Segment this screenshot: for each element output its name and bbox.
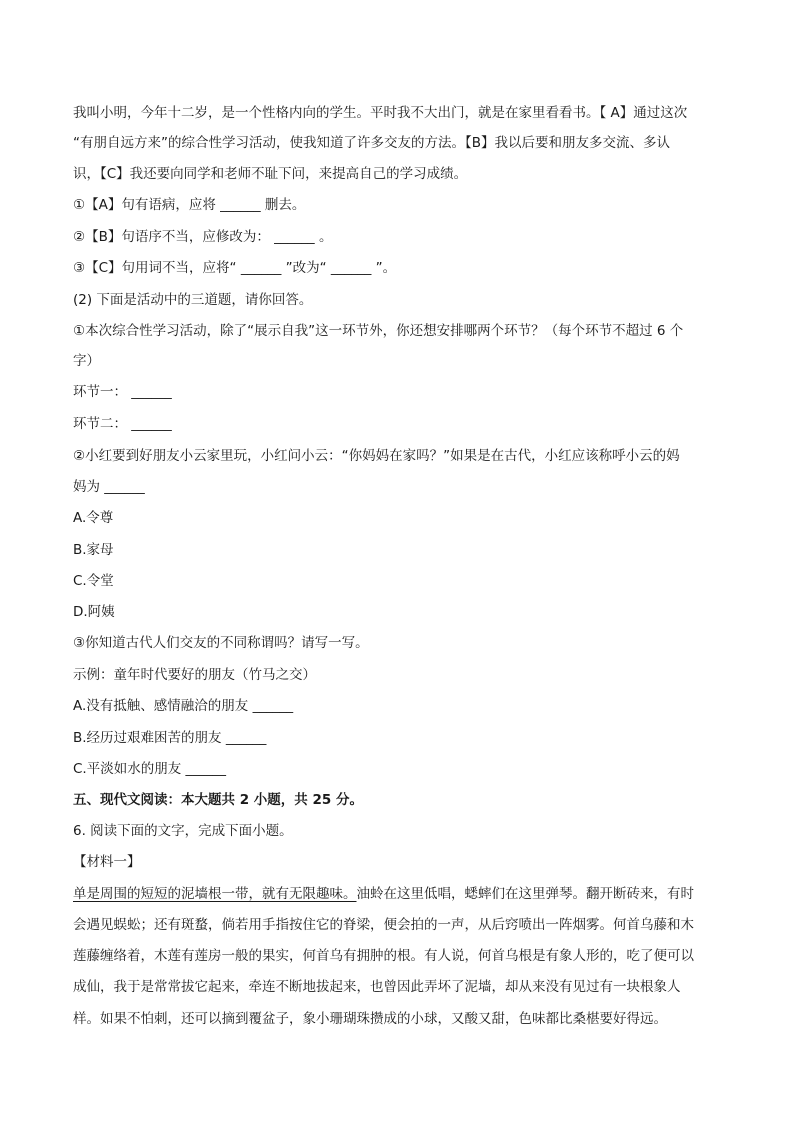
section-5-heading: 五、现代文阅读：本大题共 2 小题，共 25 分。 bbox=[73, 792, 363, 808]
option-c: C.令堂 bbox=[73, 573, 114, 589]
material-1-line-2: 会遇见蜈蚣；还有斑蝥，倘若用手指按住它的脊梁，便会拍的一声，从后窍喷出一阵烟雾。何首乌藤和木 bbox=[73, 917, 694, 933]
question-2-sub1-line1: ①本次综合性学习活动，除了“展示自我”这一环节外，你还想安排哪两个环节？（每个环节不超过 6 个 bbox=[73, 323, 684, 339]
material-1-line-4: 成仙，我于是常常拔它起来，牵连不断地拔起来，也曾因此弄坏了泥墙，却从来没有见过有一块根象人 bbox=[73, 979, 681, 995]
question-1-a: ①【A】句有语病，应将 ______ 删去。 bbox=[73, 197, 306, 213]
link-2-answer: 环节二： ______ bbox=[73, 416, 172, 432]
material-1-line-1 bbox=[73, 884, 723, 904]
friend-term-a: A.没有抵触、感情融洽的朋友 ______ bbox=[73, 698, 294, 714]
intro-line-2: “有朋自远方来”的综合性学习活动，使我知道了许多交友的方法。【B】我以后要和朋友多交流、多认 bbox=[73, 135, 670, 151]
friend-term-c: C.平淡如水的朋友 ______ bbox=[73, 761, 227, 777]
question-1-c: ③【C】句用词不当，应将“ ______ ”改为“ ______ ”。 bbox=[73, 260, 397, 276]
option-a: A.令尊 bbox=[73, 510, 114, 526]
link-1-answer: 环节一： ______ bbox=[73, 384, 172, 400]
intro-line-3: 识，【C】我还要向同学和老师不耻下问，来提高自己的学习成绩。 bbox=[73, 166, 468, 182]
question-2-sub1-line2: 字） bbox=[73, 353, 100, 369]
question-2-intro: (2) 下面是活动中的三道题，请你回答。 bbox=[73, 292, 313, 308]
material-1-line-5: 样。如果不怕刺，还可以摘到覆盆子，象小珊瑚珠攒成的小球，又酸又甜，色味都比桑椹要好得远。 bbox=[73, 1011, 667, 1027]
question-2-sub2-line1: ②小红要到好朋友小云家里玩，小红问小云：“你妈妈在家吗？”如果是在古代，小红应该称呼小云的妈 bbox=[73, 448, 680, 464]
intro-line-1: 我叫小明，今年十二岁，是一个性格内向的学生。平时我不大出门，就是在家里看看书。【 A】通过这次 bbox=[73, 105, 688, 121]
material-1-line-1-rest: 油蛉在这里低唱，蟋蟀们在这里弹琴。翻开断砖来，有时 bbox=[356, 886, 694, 902]
example-line: 示例：童年时代要好的朋友（竹马之交） bbox=[73, 667, 316, 683]
question-1-b: ②【B】句语序不当，应修改为： ______ 。 bbox=[73, 229, 333, 245]
question-2-sub2-line2: 妈为 ______ bbox=[73, 479, 145, 495]
underlined-sentence: 单是周围的短短的泥墙根一带，就有无限趣味。 bbox=[73, 886, 357, 902]
option-b: B.家母 bbox=[73, 542, 114, 558]
option-d: D.阿姨 bbox=[73, 604, 115, 620]
friend-term-b: B.经历过艰难困苦的朋友 ______ bbox=[73, 730, 267, 746]
question-6-prompt: 6. 阅读下面的文字，完成下面小题。 bbox=[73, 823, 293, 839]
question-2-sub3: ③你知道古代人们交友的不同称谓吗？请写一写。 bbox=[73, 635, 369, 651]
material-1-heading: 【材料一】 bbox=[73, 854, 141, 870]
material-1-line-3: 莲藤缠络着，木莲有莲房一般的果实，何首乌有拥肿的根。有人说，何首乌根是有象人形的，吃了便可以 bbox=[73, 948, 694, 964]
